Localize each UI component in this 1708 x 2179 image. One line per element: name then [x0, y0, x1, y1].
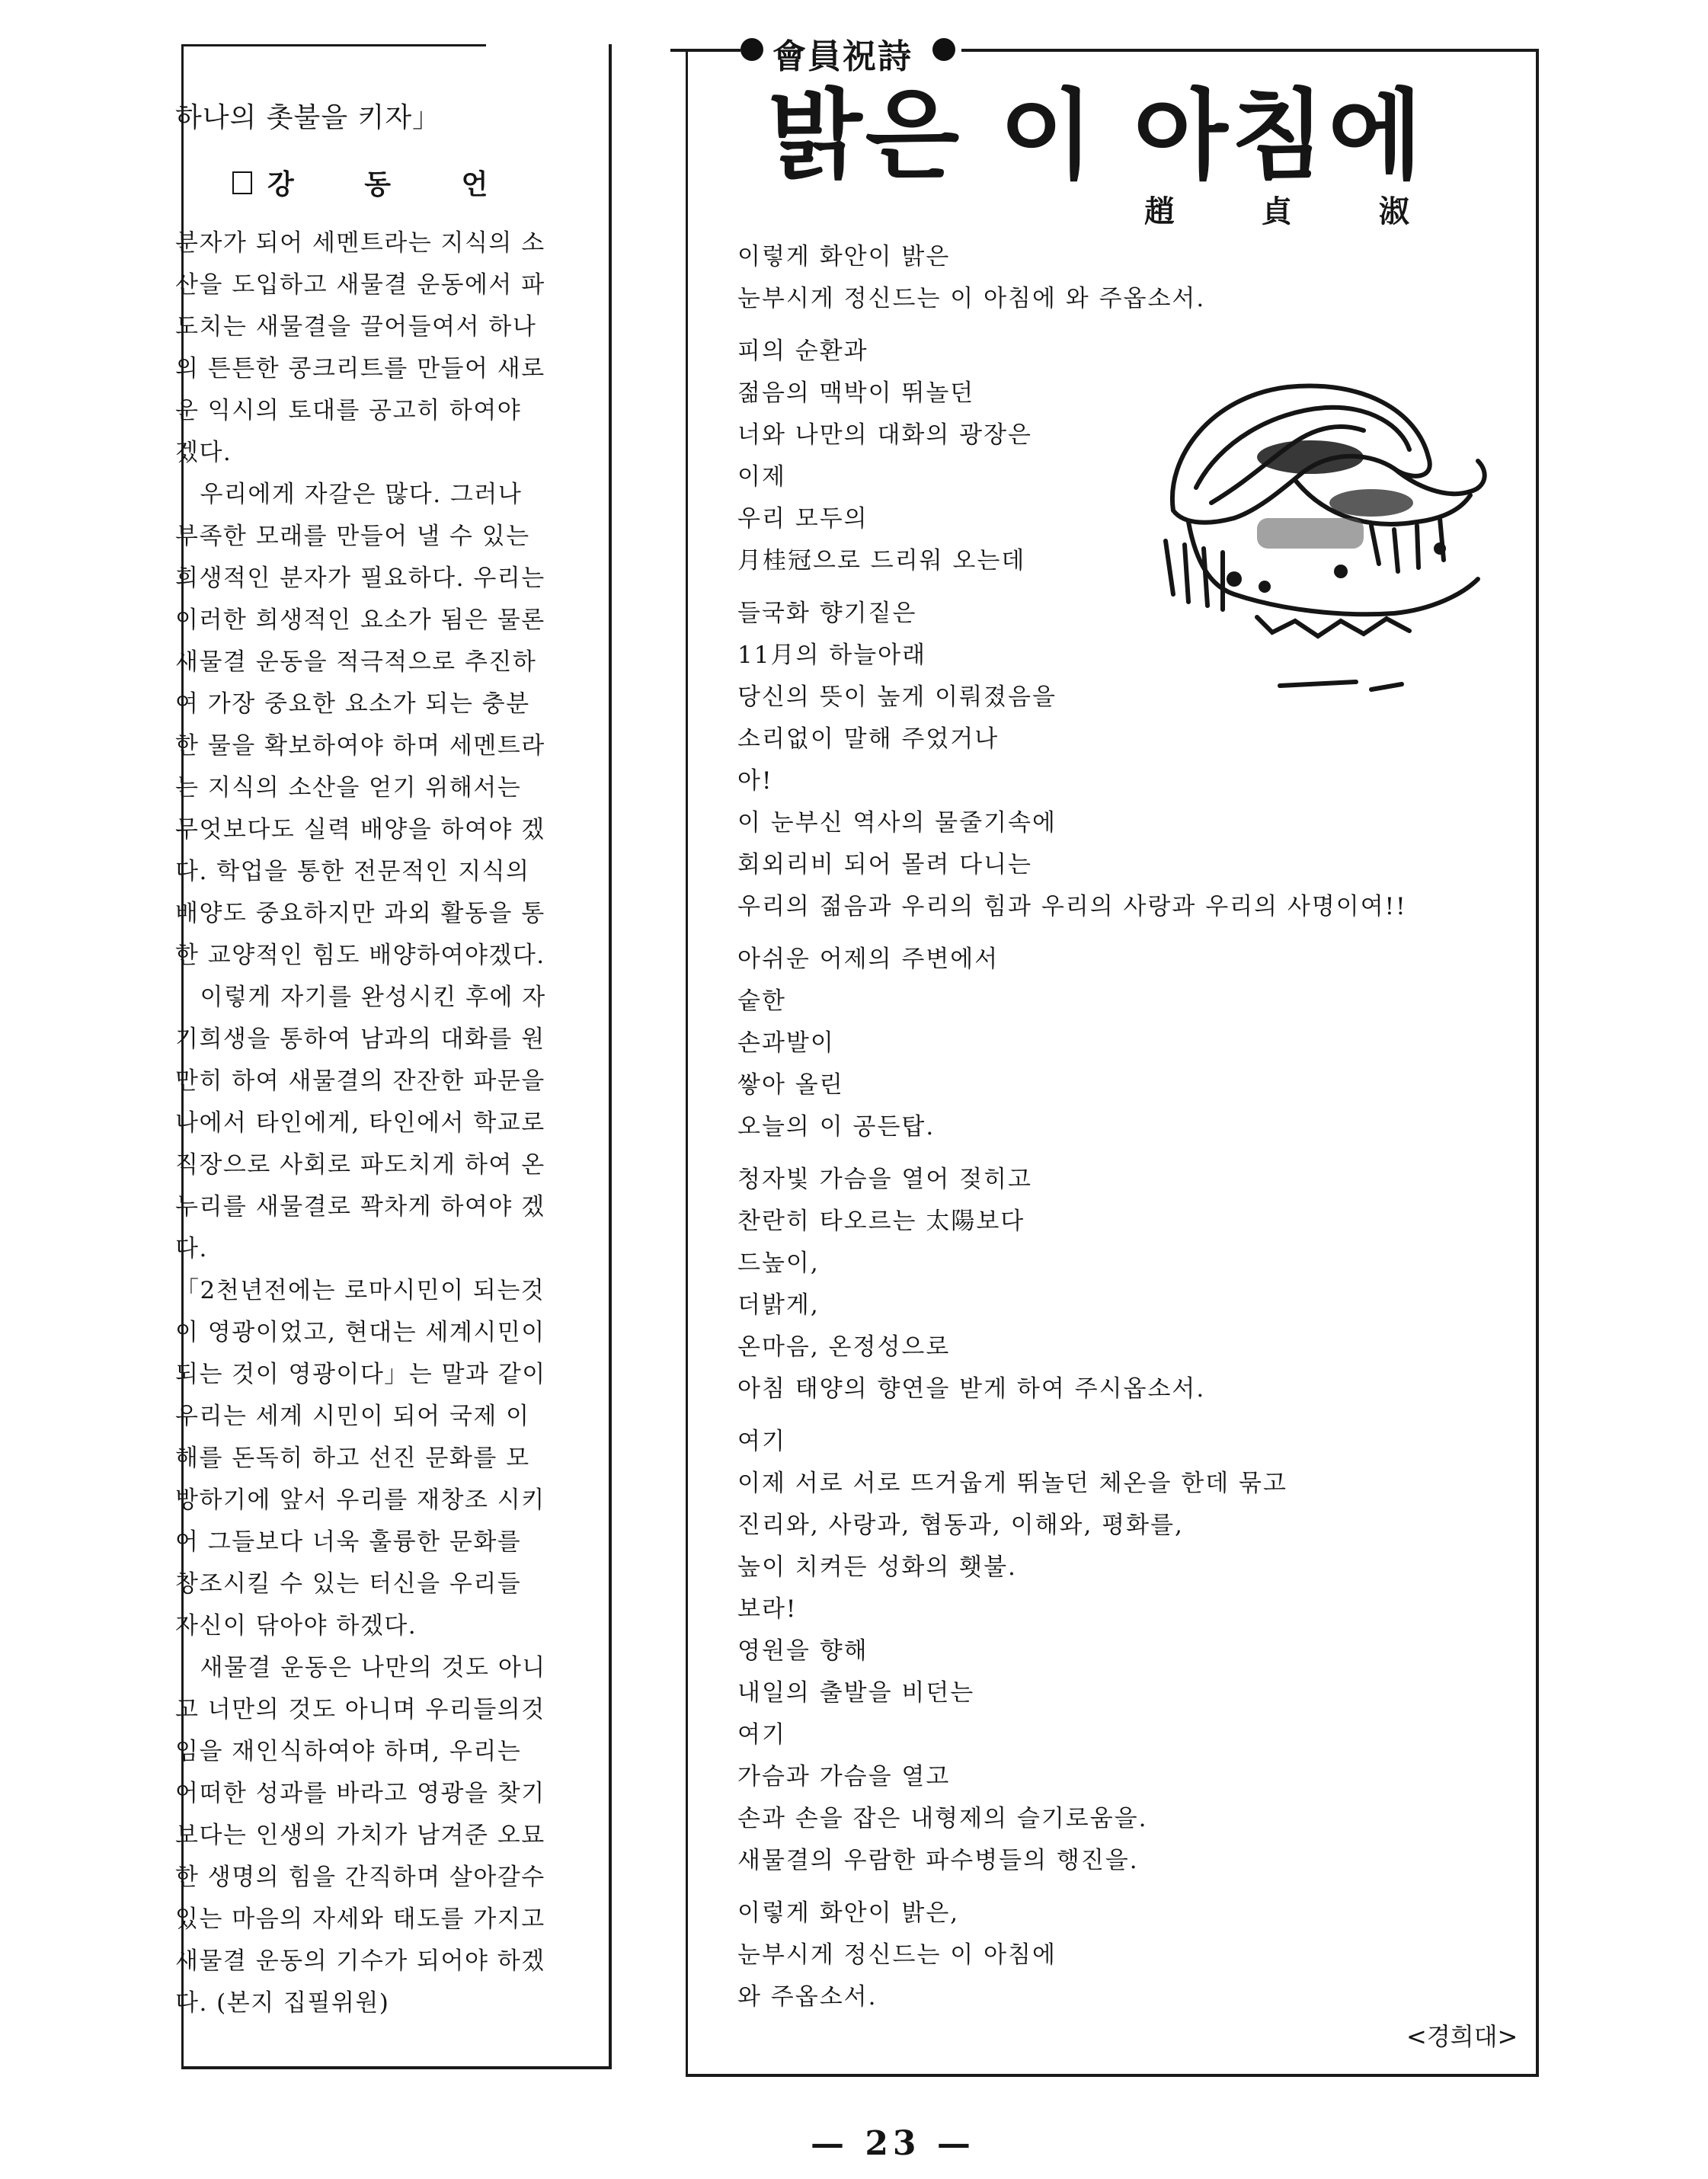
poem-line: 손과발이: [737, 1029, 835, 1057]
poem-line: 눈부시게 정신드는 이 아침에: [737, 1941, 1057, 1969]
poem-line: 온마음, 온정성으로: [737, 1333, 951, 1361]
page-number: — 23 —: [811, 2124, 975, 2163]
poem-line: 가슴과 가슴을 열고: [737, 1763, 951, 1790]
essay-line: 도치는 새물결을 끌어들여서 하나: [175, 313, 537, 341]
poem-line: 새물결의 우람한 파수병들의 행진을.: [737, 1847, 1139, 1874]
poem-line: 손과 손을 잡은 내형제의 슬기로움을.: [737, 1805, 1148, 1832]
poem-line: 더밝게,: [737, 1291, 820, 1319]
essay-line: 산을 도입하고 새물결 운동에서 파: [175, 271, 545, 299]
poem-line: 이 눈부신 역사의 물줄기속에: [737, 809, 1057, 837]
essay-line: 직장으로 사회로 파도치게 하여 온: [175, 1151, 545, 1179]
essay-line: 방하기에 앞서 우리를 재창조 시키: [175, 1486, 545, 1514]
poem-line: 눈부시게 정신드는 이 아침에 와 주옵소서.: [737, 285, 1206, 312]
essay-line: 무엇보다도 실력 배양을 하여야 겠: [175, 816, 545, 843]
poem-title: 밝은 이 아침에: [768, 79, 1426, 193]
essay-line: 만히 하여 새물결의 잔잔한 파문을: [175, 1067, 545, 1095]
essay-line: 나에서 타인에게, 타인에서 학교로: [175, 1109, 545, 1137]
poem-line: 쌓아 올린: [737, 1071, 844, 1099]
poem-line: 우리의 젊음과 우리의 힘과 우리의 사랑과 우리의 사명이여!!: [737, 893, 1407, 920]
essay-line: 다.: [175, 1235, 208, 1262]
poem-line: 아침 태양의 향연을 받게 하여 주시옵소서.: [737, 1375, 1206, 1403]
essay-line: 있는 마음의 자세와 태도를 가지고: [175, 1905, 545, 1933]
poem-line: 영원을 향해: [737, 1637, 868, 1665]
essay-line: 우리는 세계 시민이 되어 국제 이: [175, 1403, 530, 1430]
poem-line: 이제: [737, 463, 786, 491]
poem-line: 당신의 뜻이 높게 이뤄졌음을: [737, 683, 1057, 711]
poem-line: 우리 모두의: [737, 505, 868, 533]
essay-line: 이러한 희생적인 요소가 됨은 물론: [175, 606, 545, 634]
essay-line: 한 교양적인 힘도 배양하여야겠다.: [175, 942, 545, 969]
poem-line: 숱한: [737, 987, 786, 1015]
essay-line: 누리를 새물결로 꽉차게 하여야 겠: [175, 1193, 545, 1221]
essay-line: 우리에게 자갈은 많다. 그러나: [175, 481, 523, 508]
essay-line: 부족한 모래를 만들어 낼 수 있는: [175, 523, 530, 550]
poem-author: 趙 貞 淑: [1144, 194, 1447, 229]
essay-line: 새물결 운동의 기수가 되어야 하겠: [175, 1947, 545, 1975]
essay-line: 배양도 중요하지만 과외 활동을 통: [175, 900, 545, 927]
poem-line: 이렇게 화안이 밝은: [737, 243, 951, 270]
essay-line: 해를 돈독히 하고 선진 문화를 모: [175, 1445, 530, 1472]
poem-line: 여기: [737, 1428, 786, 1455]
poem-line: 내일의 출발을 비던는: [737, 1679, 975, 1707]
essay-line: 희생적인 분자가 필요하다. 우리는: [175, 565, 545, 592]
essay-line: 「2천년전에는 로마시민이 되는것: [175, 1277, 545, 1304]
poem-line: 月桂冠으로 드리워 오는데: [737, 547, 1026, 574]
bullet-dot-icon: [740, 38, 763, 61]
poem-line: 너와 나만의 대화의 광장은: [737, 421, 1032, 449]
poem-line: 오늘의 이 공든탑.: [737, 1113, 936, 1141]
poem-line: 드높이,: [737, 1249, 820, 1277]
poem-line: 피의 순환과: [737, 338, 868, 365]
essay-line: 어 그들보다 너욱 훌륭한 문화를: [175, 1528, 522, 1556]
essay-title: 하나의 촛불을 키자」: [175, 102, 441, 133]
poem-line: 소리없이 말해 주었거나: [737, 725, 1000, 753]
essay-line: 다. 학업을 통한 전문적인 지식의: [175, 858, 530, 885]
poem-line: 여기: [737, 1721, 786, 1749]
essay-line: 다. (본지 집필위원): [175, 1989, 390, 2017]
essay-line: 분자가 되어 세멘트라는 지식의 소: [175, 229, 545, 257]
essay-line: 기희생을 통하여 남과의 대화를 원: [175, 1026, 545, 1053]
essay-author: 강 동 언: [267, 169, 519, 200]
poem-line: 이렇게 화안이 밝은,: [737, 1899, 960, 1927]
essay-line: 새물결 운동을 적극적으로 추진하: [175, 648, 537, 676]
bullet-dot-icon: [932, 38, 955, 61]
essay-line: 자신이 닦아야 하겠다.: [175, 1612, 417, 1640]
essay-line: 는 지식의 소산을 얻기 위해서는: [175, 774, 522, 802]
helmet-illustration: [1143, 366, 1501, 724]
essay-line: 보다는 인생의 가치가 남겨준 오묘: [175, 1822, 545, 1849]
poem-line: 진리와, 사랑과, 협동과, 이해와, 평화를,: [737, 1512, 1184, 1539]
poem-line: 찬란히 타오르는 太陽보다: [737, 1208, 1025, 1235]
essay-line: 이 영광이었고, 현대는 세계시민이: [175, 1319, 545, 1346]
header-rule-left: [670, 49, 740, 52]
poem-line: 들국화 향기짙은: [737, 600, 917, 627]
essay-line: 창조시킬 수 있는 터신을 우리들: [175, 1570, 522, 1598]
poem-line: 회외리비 되어 몰려 다니는: [737, 851, 1032, 878]
poem-line: 높이 치켜든 성화의 횃불.: [737, 1553, 1017, 1581]
essay-line: 운 익시의 토대를 공고히 하여야: [175, 397, 522, 424]
poem-line: 11月의 하늘아래: [737, 642, 927, 669]
poem-line: 보라!: [737, 1595, 798, 1623]
essay-line: 새물결 운동은 나만의 것도 아니: [175, 1654, 546, 1681]
essay-line: 임을 재인식하여야 하며, 우리는: [175, 1738, 522, 1765]
poem-line: 청자빛 가슴을 열어 젖히고: [737, 1166, 1032, 1193]
section-header: 會員祝詩: [772, 37, 913, 76]
essay-line: 겠다.: [175, 439, 232, 466]
header-rule-right: [961, 49, 1539, 52]
poet-school: <경희대>: [1406, 2022, 1518, 2051]
poem-line: 이제 서로 서로 뜨거웁게 뛰놀던 체온을 한데 묶고: [737, 1470, 1287, 1497]
square-bullet-icon: [232, 171, 252, 194]
left-column-top-rule: [181, 44, 486, 46]
poem-line: 아!: [737, 767, 773, 795]
poem-line: 젊음의 맥박이 뛰놀던: [737, 379, 975, 407]
essay-line: 이렇게 자기를 완성시킨 후에 자: [175, 984, 546, 1011]
essay-byline: [232, 163, 518, 202]
essay-line: 의 튼튼한 콩크리트를 만들어 새로: [175, 355, 545, 382]
essay-body: [175, 222, 602, 2024]
essay-line: 고 너만의 것도 아니며 우리들의것: [175, 1696, 545, 1723]
essay-line: 한 물을 확보하여야 하며 세멘트라: [175, 732, 545, 760]
essay-line: 어떠한 성과를 바라고 영광을 찾기: [175, 1780, 545, 1807]
poem-line: 와 주옵소서.: [737, 1983, 878, 2011]
essay-line: 되는 것이 영광이다」는 말과 같이: [175, 1361, 546, 1388]
essay-line: 여 가장 중요한 요소가 되는 충분: [175, 690, 530, 718]
essay-line: 한 생명의 힘을 간직하며 살아갈수: [175, 1864, 545, 1891]
poem-line: 아쉬운 어제의 주변에서: [737, 946, 1000, 973]
